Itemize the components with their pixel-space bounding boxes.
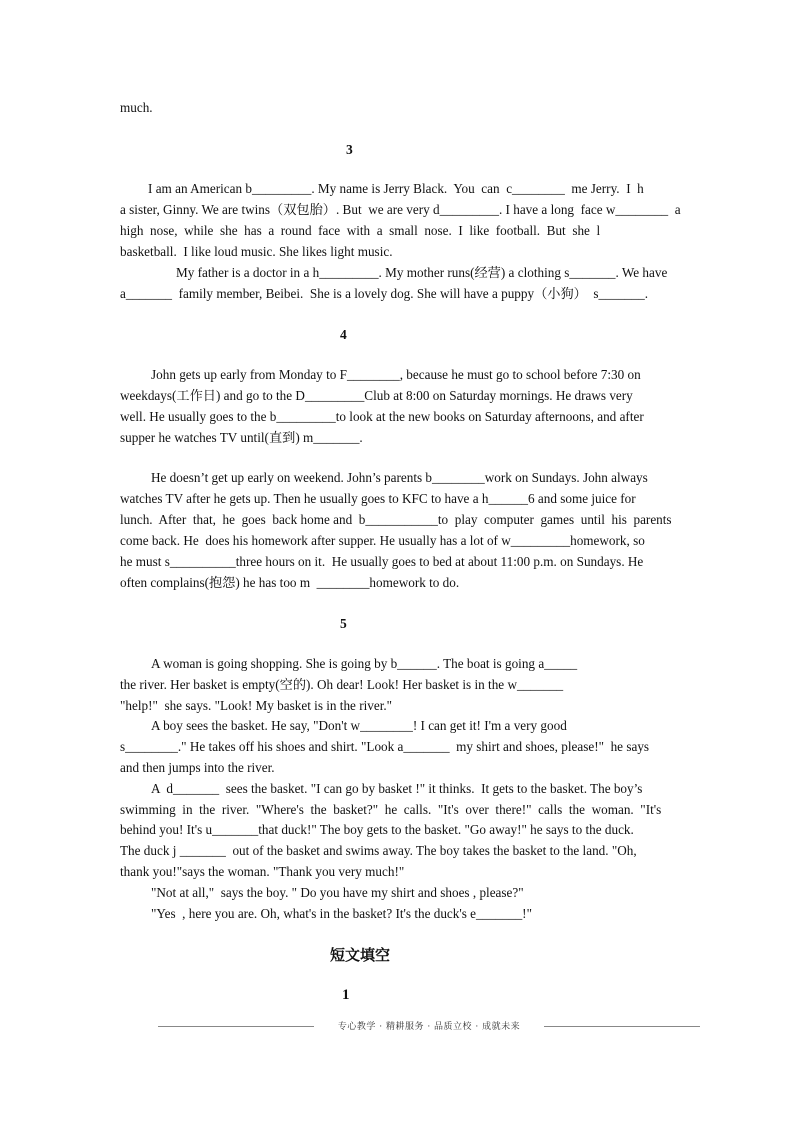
passage-4-line-1: John gets up early from Monday to F________, because he must go to school before 7:30 on — [151, 367, 641, 382]
passage-5-line-12: "Not at all," says the boy. " Do you have my shirt and shoes , please?" — [151, 885, 524, 900]
passage-4-line-9: he must s__________three hours on it. He usually goes to bed at about 11:00 p.m. on Sundays. He — [120, 554, 644, 569]
passage-number-3: 3 — [346, 142, 353, 157]
passage-5-line-3: "help!" she says. "Look! My basket is in the river." — [120, 698, 393, 713]
passage-4-line-4: supper he watches TV until(直到) m_______. — [120, 430, 363, 445]
passage-5-line-8: swimming in the river. "Where's the basket?" he calls. "It's over there!" calls the woman. "It's — [120, 802, 662, 817]
passage-number-5: 5 — [340, 616, 347, 631]
footer-divider-left — [158, 1026, 314, 1027]
passage-3-line-6: a_______ family member, Beibei. She is a lovely dog. She will have a puppy（小狗） s_______. — [120, 286, 648, 301]
text-line: much. — [120, 100, 153, 115]
passage-5-line-1: A woman is going shopping. She is going by b______. The boat is going a_____ — [151, 656, 578, 671]
passage-5-line-11: thank you!"says the woman. "Thank you very much!" — [120, 864, 405, 879]
passage-5-line-5: s________." He takes off his shoes and shirt. "Look a_______ my shirt and shoes, please!" he says — [120, 739, 650, 754]
passage-5-line-2: the river. Her basket is empty(空的). Oh dear! Look! Her basket is in the w_______ — [120, 677, 564, 692]
footer-slogan: 专心教学 · 精耕服务 · 品质立校 · 成就未来 — [337, 1022, 521, 1032]
passage-5-line-4: A boy sees the basket. He say, "Don't w________! I can get it! I'm a very good — [151, 718, 567, 733]
passage-5-line-10: The duck j _______ out of the basket and swims away. The boy takes the basket to the land. "Oh, — [120, 843, 637, 858]
passage-3-line-5: My father is a doctor in a h_________. My mother runs(经营) a clothing s_______. We have — [176, 265, 668, 280]
passage-3-line-4: basketball. I like loud music. She likes light music. — [120, 244, 393, 259]
passage-3-line-3: high nose, while she has a round face with a small nose. I like football. But she l — [120, 223, 601, 238]
passage-number-4: 4 — [340, 327, 347, 342]
footer-divider-right — [544, 1026, 700, 1027]
passage-4-line-3: well. He usually goes to the b_________to look at the new books on Saturday afternoons, and after — [120, 409, 644, 424]
passage-4-line-10: often complains(抱怨) he has too m ________homework to do. — [120, 575, 460, 590]
passage-4-line-6: watches TV after he gets up. Then he usually goes to KFC to have a h______6 and some juice for — [120, 491, 636, 506]
passage-5-line-7: A d_______ sees the basket. "I can go by basket !" it thinks. It gets to the basket. The boy’s — [151, 781, 643, 796]
passage-3-line-2: a sister, Ginny. We are twins（双包胎）. But we are very d_________. I have a long face w________ a — [120, 202, 681, 217]
passage-4-line-7: lunch. After that, he goes back home and b___________to play computer games until his parents — [120, 512, 672, 527]
page-footer — [158, 1019, 700, 1033]
passage-number-1: 1 — [342, 987, 350, 1003]
passage-4-line-8: come back. He does his homework after supper. He usually has a lot of w_________homework, so — [120, 533, 645, 548]
passage-5-line-9: behind you! It's u_______that duck!" The boy gets to the basket. "Go away!" he says to the duck. — [120, 822, 634, 837]
passage-4-line-5: He doesn’t get up early on weekend. John’s parents b________work on Sundays. John always — [151, 470, 648, 485]
section-heading: 短文填空 — [330, 946, 391, 964]
passage-5-line-13: "Yes , here you are. Oh, what's in the basket? It's the duck's e_______!" — [151, 906, 532, 921]
passage-4-line-2: weekdays(工作日) and go to the D_________Club at 8:00 on Saturday mornings. He draws very — [120, 388, 633, 403]
passage-3-line-1: I am an American b_________. My name is Jerry Black. You can c________ me Jerry. I h — [148, 181, 644, 196]
passage-5-line-6: and then jumps into the river. — [120, 760, 275, 775]
